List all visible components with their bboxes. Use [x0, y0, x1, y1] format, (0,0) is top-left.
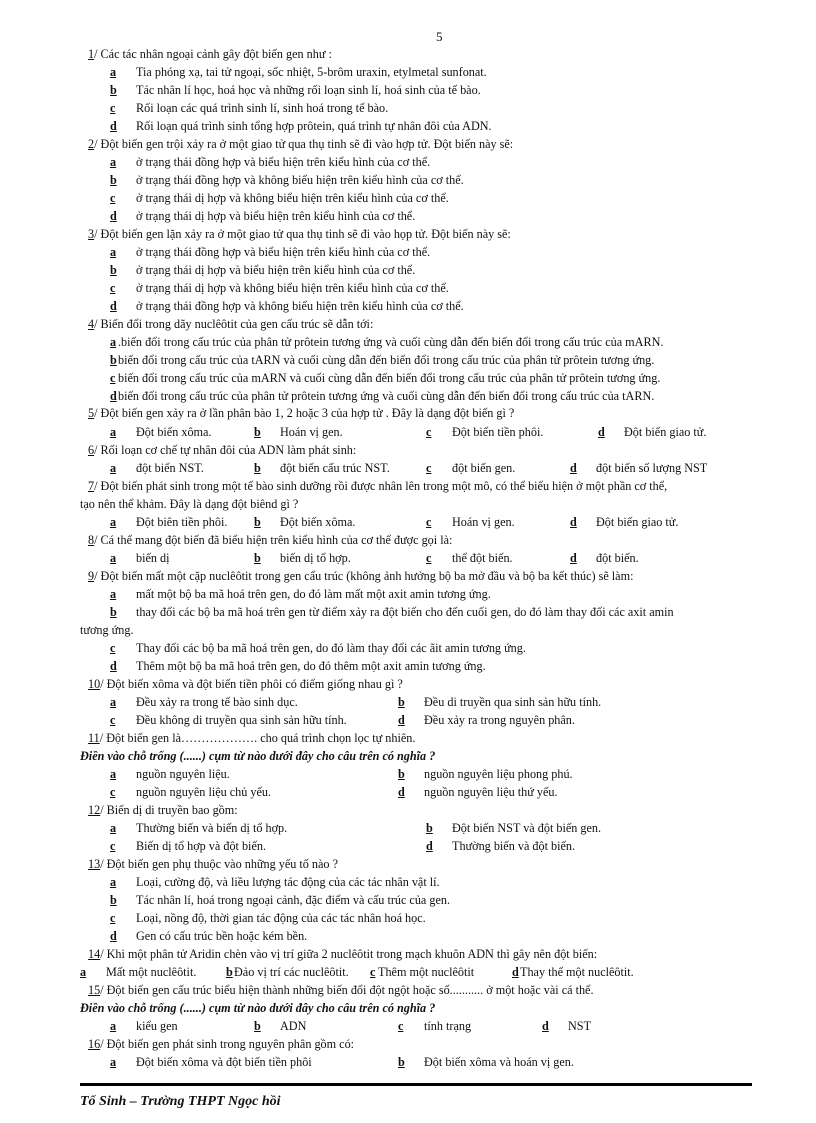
option-text: Loại, nồng độ, thời gian tác động của các tác nhân hoá học.	[136, 911, 426, 925]
option-text: nguồn nguyên liệu phong phú.	[424, 767, 573, 781]
option-text: mất một bộ ba mã hoá trên gen, do đó làm mất một axit amin tương ứng.	[136, 587, 491, 601]
answer-option	[110, 298, 464, 314]
option-text: Đột biến giao tử.	[624, 425, 707, 439]
answer-option	[570, 550, 639, 566]
option-letter: a	[110, 551, 117, 565]
answer-option	[110, 280, 449, 296]
option-letter: d	[598, 425, 605, 439]
answer-option	[110, 208, 415, 224]
question-number: 10	[88, 677, 101, 691]
option-text: ở trạng thái dị hợp và không biểu hiện trên kiểu hình của cơ thể.	[136, 191, 449, 205]
answer-option	[398, 1054, 574, 1070]
question-number: 7	[88, 479, 95, 493]
question-1: 1/ Các tác nhân ngoại cảnh gây đột biến gen như :	[88, 47, 332, 61]
option-text: ở trạng thái dị hợp và không biểu hiện trên kiểu hình của cơ thể.	[136, 281, 449, 295]
option-text: Tác nhân lí học, hoá học và những rối loạn sinh lí, hoá sinh của tế bào.	[136, 83, 481, 97]
answer-option	[110, 892, 450, 908]
question-text: Đột biến xôma và đột biến tiền phôi có điểm giống nhau gì ?	[106, 677, 403, 691]
option-letter: a	[110, 335, 117, 349]
option-letter: b	[110, 83, 117, 97]
answer-option	[254, 550, 351, 566]
option-letter: a	[110, 587, 117, 601]
option-letter: c	[110, 191, 116, 205]
option-text: đột biến NST.	[136, 461, 204, 475]
question-7: 7/ Đột biến phát sinh trong một tế bào sinh dưỡng rồi được nhân lên trong một mô, có thể biểu hiện ở một phần cơ thể,	[88, 479, 668, 493]
question-number: 6	[88, 443, 95, 457]
option-letter: d	[110, 299, 117, 313]
option-letter: d	[110, 929, 117, 943]
answer-option	[370, 964, 474, 980]
fill-in-instruction: Điền vào chỗ trống (......) cụm từ nào dưới đây cho câu trên có nghĩa ?	[80, 749, 436, 763]
option-text: Hoán vị gen.	[452, 515, 515, 529]
answer-option	[426, 460, 515, 476]
question-number: 13	[88, 857, 101, 871]
option-letter: c	[110, 371, 116, 385]
option-text: Đột biên tiền phôi.	[136, 515, 228, 529]
footer-text: Tổ Sinh – Trường THPT Ngọc hồi	[80, 1094, 281, 1109]
question-5: 5/ Đột biến gen xảy ra ở lần phân bào 1, 2 hoặc 3 của hợp tử . Đây là dạng đột biến gì ?	[88, 406, 515, 420]
question-text: Biến dị di truyền bao gồm:	[106, 803, 238, 817]
option-letter: d	[398, 713, 405, 727]
option-letter: c	[110, 839, 116, 853]
question-number: 4	[88, 317, 95, 331]
option-text: Thay thế một nuclêôtit.	[520, 965, 634, 979]
option-text: Biến dị tổ hợp và đột biến.	[136, 839, 266, 853]
question-text: Đột biến phát sinh trong một tế bào sinh dưỡng rồi được nhân lên trong một mô, có thể biểu hiện ở một phần cơ thể,	[100, 479, 668, 493]
question-4: 4/ Biến đổi trong dãy nuclêôtit của gen cấu trúc sẽ dẫn tới:	[88, 317, 374, 331]
answer-option	[598, 424, 706, 440]
option-letter: d	[570, 461, 577, 475]
answer-option	[398, 766, 573, 782]
option-text: biến đổi trong cấu trúc của mARN và cuối cùng dẫn đến biến đổi trong cấu trúc của phân tử prôtein tương ứng.	[118, 371, 661, 385]
option-letter: a	[110, 695, 117, 709]
question-text: Đột biến gen là………………. cho quá trình chọn lọc tự nhiên.	[106, 731, 416, 745]
option-letter: d	[570, 551, 577, 565]
answer-option	[426, 514, 515, 530]
answer-option	[398, 784, 558, 800]
option-letter: b	[226, 965, 233, 979]
question-number: 16	[88, 1037, 101, 1051]
answer-option	[110, 244, 430, 260]
option-text: ở trạng thái đồng hợp và không biểu hiện trên kiểu hình của cơ thể.	[136, 173, 464, 187]
option-letter: a	[110, 1019, 117, 1033]
question-number: 9	[88, 569, 95, 583]
answer-option	[426, 820, 601, 836]
question-text: Đột biến gen phụ thuộc vào những yếu tố nào ?	[106, 857, 338, 871]
answer-option	[110, 388, 654, 404]
option-text: ở trạng thái dị hợp và biểu hiện trên kiểu hình của cơ thể.	[136, 263, 416, 277]
answer-option	[110, 424, 211, 440]
question-text: Đột biến gen trội xảy ra ở một giao tử qua thụ tinh sẽ đi vào hợp tử. Đột biến này sẽ:	[100, 137, 514, 151]
option-letter: c	[370, 965, 376, 979]
option-text: NST	[568, 1019, 592, 1033]
answer-option	[110, 694, 298, 710]
option-text: thay đổi các bộ ba mã hoá trên gen từ điểm xảy ra đột biến cho đến cuối gen, do đó làm thay đổi các axit amin	[136, 605, 674, 619]
option-letter: d	[426, 839, 433, 853]
answer-option	[254, 424, 343, 440]
option-letter: a	[110, 767, 117, 781]
option-text: Thay đổi các bộ ba mã hoá trên gen, do đó làm thay đổi các ãit amin tương ứng.	[136, 641, 526, 655]
option-text: Thường biến và biến dị tổ hợp.	[136, 821, 288, 835]
option-text: Mất một nuclêôtit.	[106, 965, 197, 979]
option-letter: d	[110, 119, 117, 133]
answer-option	[110, 460, 204, 476]
option-letter: b	[254, 515, 261, 529]
option-letter: b	[398, 1055, 405, 1069]
answer-option	[110, 910, 426, 926]
option-text: kiểu gen	[136, 1019, 178, 1033]
question-text: Khi một phân tử Aridin chèn vào vị trí giữa 2 nuclêôtit trong mạch khuôn ADN thì gây nên đột biến:	[106, 947, 598, 961]
answer-option	[110, 100, 388, 116]
question-text: Biến đổi trong dãy nuclêôtit của gen cấu trúc sẽ dẫn tới:	[100, 317, 374, 331]
option-text: Rối loạn quá trình sinh tổng hợp prôtein, quá trình tự nhân đôi của ADN.	[136, 119, 492, 133]
option-letter: d	[110, 659, 117, 673]
question-number: 3	[88, 227, 95, 241]
answer-option	[110, 190, 449, 206]
answer-option	[110, 784, 271, 800]
option-letter: c	[110, 911, 116, 925]
question-number: 12	[88, 803, 101, 817]
option-text: Hoán vị gen.	[280, 425, 343, 439]
option-text: thể đột biến.	[452, 551, 513, 565]
option-text: ở trạng thái đồng hợp và không biểu hiện trên kiểu hình của cơ thể.	[136, 299, 464, 313]
option-text: Thêm một nuclêôtit	[378, 965, 475, 979]
option-text: Đảo vị trí các nuclêôtit.	[234, 965, 349, 979]
question-2: 2/ Đột biến gen trội xảy ra ở một giao tử qua thụ tinh sẽ đi vào hợp tử. Đột biến này sẽ:	[88, 137, 514, 151]
option-text: Đều xảy ra trong tế bào sinh dục.	[136, 695, 298, 709]
option-letter: b	[398, 695, 405, 709]
question-8: 8/ Cá thể mang đột biến đã biểu hiện trên kiểu hình của cơ thể được gọi là:	[88, 533, 453, 547]
answer-option	[110, 874, 440, 890]
option-text: Thêm một bộ ba mã hoá trên gen, do đó thêm một axit amin tương ứng.	[136, 659, 486, 673]
option-text: Rối loạn các quá trình sinh lí, sinh hoá trong tế bào.	[136, 101, 389, 115]
option-text: Đột biến xôma và hoán vị gen.	[424, 1055, 574, 1069]
answer-option	[110, 82, 481, 98]
answer-option	[110, 712, 347, 728]
option-letter: b	[254, 425, 261, 439]
option-text: Đều di truyền qua sinh sản hữu tính.	[424, 695, 602, 709]
answer-option	[110, 838, 266, 854]
answer-option	[110, 154, 430, 170]
option-text: đột biến cấu trúc NST.	[280, 461, 390, 475]
option-text: Gen có cấu trúc bền hoặc kém bền.	[136, 929, 308, 943]
option-letter: a	[110, 1055, 117, 1069]
option-letter: a	[110, 515, 117, 529]
answer-option	[110, 766, 230, 782]
answer-option	[542, 1018, 591, 1034]
question-16: 16/ Đột biến gen phát sinh trong nguyên phân gồm có:	[88, 1037, 355, 1051]
option-letter: d	[542, 1019, 549, 1033]
answer-option	[110, 514, 227, 530]
option-text: Đột biến xôma.	[136, 425, 212, 439]
answer-option	[570, 514, 678, 530]
option-text: Tác nhân lí, hoá trong ngoại cảnh, đặc điểm và cấu trúc của gen.	[136, 893, 451, 907]
question-6: 6/ Rối loạn cơ chế tự nhân đôi của ADN làm phát sinh:	[88, 443, 357, 457]
option-text: biến đổi trong cấu trúc của tARN và cuối cùng dẫn đến biến đổi trong cấu trúc của phân tử prôtein tương ứng.	[118, 353, 655, 367]
option-letter: c	[426, 551, 432, 565]
option-text: biến dị tổ hợp.	[280, 551, 351, 565]
option-text: nguồn nguyên liệu chủ yếu.	[136, 785, 272, 799]
option-text: ADN	[280, 1019, 307, 1033]
answer-option	[110, 586, 491, 602]
option-text: đột biến gen.	[452, 461, 516, 475]
question-number: 2	[88, 137, 95, 151]
option-letter: c	[110, 101, 116, 115]
option-letter: b	[398, 767, 405, 781]
answer-option	[110, 1054, 312, 1070]
option-text: ở trạng thái đồng hợp và biểu hiện trên kiểu hình của cơ thể.	[136, 155, 431, 169]
question-text: Các tác nhân ngoại cảnh gây đột biến gen như :	[100, 47, 332, 61]
question-text: Cá thể mang đột biến đã biểu hiện trên kiểu hình của cơ thể được gọi là:	[100, 533, 453, 547]
answer-option	[80, 964, 196, 980]
option-letter: c	[110, 641, 116, 655]
answer-option	[110, 928, 307, 944]
option-text: Đột biến NST và đột biến gen.	[452, 821, 602, 835]
question-number: 15	[88, 983, 101, 997]
option-letter: a	[110, 875, 117, 889]
question-number: 1	[88, 47, 95, 61]
answer-option	[254, 460, 390, 476]
option-text: đột biến số lượng NST	[596, 461, 708, 475]
answer-option	[110, 262, 415, 278]
answer-option	[254, 514, 355, 530]
option-letter: c	[110, 713, 116, 727]
option-letter: d	[110, 209, 117, 223]
answer-option	[426, 838, 575, 854]
option-letter: c	[426, 425, 432, 439]
option-text: ở trạng thái dị hợp và biểu hiện trên kiểu hình của cơ thể.	[136, 209, 416, 223]
option-text: ở trạng thái đồng hợp và biểu hiện trên kiểu hình của cơ thể.	[136, 245, 431, 259]
option-text: Đều không di truyền qua sinh sản hữu tính.	[136, 713, 347, 727]
option-text: Đột biến xôma và đột biến tiền phôi	[136, 1055, 312, 1069]
option-text: Tia phóng xạ, tai tử ngoại, sốc nhiệt, 5-brôm uraxin, etylmetal sunfonat.	[136, 65, 487, 79]
option-letter: d	[512, 965, 519, 979]
answer-option	[110, 352, 654, 368]
option-text: nguồn nguyên liệu thứ yếu.	[424, 785, 558, 799]
answer-option: a .biến đổi trong cấu trúc của phân tử prôtein tương ứng và cuối cùng dẫn đến biến đổi trong cấu trúc của mARN.	[110, 335, 664, 349]
answer-option	[110, 820, 287, 836]
question-number: 14	[88, 947, 101, 961]
option-letter: b	[110, 605, 117, 619]
option-letter: a	[110, 461, 117, 475]
option-text: tính trạng	[424, 1019, 472, 1033]
question-text: Đột biến gen xảy ra ở lần phân bào 1, 2 hoặc 3 của hợp tử . Đây là dạng đột biến gì ?	[100, 406, 515, 420]
question-15: 15/ Đột biến gen cấu trúc biểu hiện thành những biến đổi đột ngột hoặc số........... ở một hoặc vài cá thể.	[88, 983, 594, 997]
option-letter: a	[110, 245, 117, 259]
answer-option	[426, 424, 543, 440]
question-9: 9/ Đột biến mất một cặp nuclêôtit trong gen cấu trúc (không ảnh hưởng bộ ba mở đầu và bộ ba kết thúc) sẽ làm:	[88, 569, 634, 583]
answer-option	[110, 1018, 178, 1034]
question-number: 8	[88, 533, 95, 547]
option-letter: a	[80, 965, 87, 979]
question-14: 14/ Khi một phân tử Aridin chèn vào vị trí giữa 2 nuclêôtit trong mạch khuôn ADN thì gây nên đột biến:	[88, 947, 598, 961]
question-text: Đột biến gen cấu trúc biểu hiện thành những biến đổi đột ngột hoặc số........... ở một hoặc vài cá thể.	[106, 983, 594, 997]
page-number: 5	[436, 29, 443, 44]
option-letter: c	[110, 281, 116, 295]
option-text: biến đổi trong cấu trúc của phân tử prôtein tương ứng và cuối cùng dẫn đến biến đổi trong cấu trúc của mARN.	[121, 335, 664, 349]
option-text: biến đổi trong cấu trúc của phân tử prôtein tương ứng và cuối cùng dẫn đến biến đổi trong cấu trúc của tARN.	[118, 389, 655, 403]
answer-option	[426, 550, 513, 566]
question-text: Đột biến mất một cặp nuclêôtit trong gen cấu trúc (không ảnh hưởng bộ ba mở đầu và bộ ba kết thúc) sẽ làm:	[100, 569, 634, 583]
option-letter: b	[426, 821, 433, 835]
option-text: biến dị	[136, 551, 170, 565]
option-text: nguồn nguyên liệu.	[136, 767, 230, 781]
question-12: 12/ Biến dị di truyền bao gồm:	[88, 803, 238, 817]
fill-in-instruction: Điền vào chỗ trống (......) cụm từ nào dưới đây cho câu trên có nghĩa ?	[80, 1001, 436, 1015]
answer-option	[110, 640, 526, 656]
option-letter: d	[398, 785, 405, 799]
option-text: Đột biến giao tử.	[596, 515, 679, 529]
option-text: Thường biến và đột biến.	[452, 839, 576, 853]
answer-option	[110, 64, 487, 80]
answer-option	[226, 964, 349, 980]
answer-option	[512, 964, 634, 980]
question-number: 5	[88, 406, 95, 420]
option-letter: c	[426, 515, 432, 529]
option-letter: b	[254, 461, 261, 475]
answer-option	[110, 658, 486, 674]
option-letter: b	[254, 551, 261, 565]
question-text-continued: tạo nên thể khảm. Đây là dạng đột biênd gì ?	[80, 497, 299, 511]
question-text: Đột biến gen lặn xảy ra ở một giao tử qua thụ tinh sẽ đi vào họp tử. Đột biến này sẽ:	[100, 227, 511, 241]
option-text: Đột biến tiền phôi.	[452, 425, 544, 439]
option-text: Loại, cường độ, và liều lượng tác động của các tác nhân vật lí.	[136, 875, 440, 889]
answer-option	[570, 460, 707, 476]
question-3: 3/ Đột biến gen lặn xảy ra ở một giao tử qua thụ tinh sẽ đi vào họp tử. Đột biến này sẽ:	[88, 227, 511, 241]
question-13: 13/ Đột biến gen phụ thuộc vào những yếu tố nào ?	[88, 857, 338, 871]
option-letter: c	[426, 461, 432, 475]
answer-option	[110, 172, 464, 188]
option-letter: c	[398, 1019, 404, 1033]
option-letter: b	[110, 353, 117, 367]
option-letter: a	[110, 821, 117, 835]
option-letter: d	[570, 515, 577, 529]
option-letter: b	[110, 893, 117, 907]
option-letter: b	[254, 1019, 261, 1033]
option-text: Đột biến xôma.	[280, 515, 356, 529]
answer-option	[254, 1018, 306, 1034]
footer-divider	[80, 1083, 752, 1086]
answer-option	[110, 370, 660, 386]
question-number: 11	[88, 731, 100, 745]
option-letter: c	[110, 785, 116, 799]
answer-option	[110, 550, 170, 566]
option-text: đột biến.	[596, 551, 639, 565]
option-letter: a	[110, 155, 117, 169]
question-10: 10/ Đột biến xôma và đột biến tiền phôi có điểm giống nhau gì ?	[88, 677, 403, 691]
answer-option	[398, 1018, 471, 1034]
answer-option	[110, 118, 492, 134]
answer-option	[398, 712, 575, 728]
question-11: 11/ Đột biến gen là………………. cho quá trình chọn lọc tự nhiên.	[88, 731, 416, 745]
question-text: Đột biến gen phát sinh trong nguyên phân gồm có:	[106, 1037, 355, 1051]
option-letter: b	[110, 263, 117, 277]
option-letter: a	[110, 425, 117, 439]
answer-option	[110, 604, 674, 620]
option-text: Đều xảy ra trong nguyên phân.	[424, 713, 575, 727]
option-text-continued: tương ứng.	[80, 623, 134, 637]
answer-option	[398, 694, 601, 710]
option-letter: a	[110, 65, 117, 79]
option-letter: d	[110, 389, 117, 403]
question-text: Rối loạn cơ chế tự nhân đôi của ADN làm phát sinh:	[100, 443, 357, 457]
option-letter: b	[110, 173, 117, 187]
